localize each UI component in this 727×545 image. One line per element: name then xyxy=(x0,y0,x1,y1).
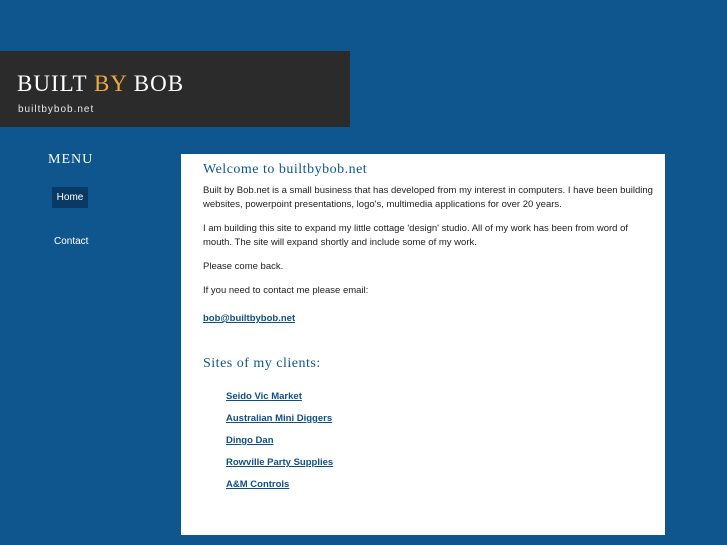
client-link-australian-mini-diggers[interactable]: Australian Mini Diggers xyxy=(226,413,333,424)
list-item xyxy=(226,408,659,430)
nav-item-home[interactable]: Home xyxy=(52,187,88,208)
list-item xyxy=(226,452,659,474)
nav-item-contact[interactable]: Contact xyxy=(54,236,89,247)
site-header xyxy=(0,51,350,127)
logo-word-built: BUILT xyxy=(17,71,88,96)
come-back-paragraph: Please come back. xyxy=(203,261,284,272)
client-link-seido-vic-market[interactable]: Seido Vic Market xyxy=(226,391,302,402)
email-line xyxy=(203,308,659,326)
menu-title: MENU xyxy=(48,152,94,167)
page-title: Welcome to builtbybob.net xyxy=(203,162,368,177)
main-content xyxy=(181,154,665,535)
client-link-am-controls[interactable]: A&M Controls xyxy=(226,479,290,490)
logo-word-bob: BOB xyxy=(133,71,185,96)
logo-word-by: BY xyxy=(93,71,128,96)
list-item xyxy=(226,386,659,408)
studio-paragraph: I am building this site to expand my little cottage 'design' studio. All of my work has been from word of mouth. The site will expand shortly and include some of my work. xyxy=(203,223,629,248)
site-tagline: builtbybob.net xyxy=(18,104,95,115)
list-item xyxy=(226,474,659,496)
intro-paragraph: Built by Bob.net is a small business that has developed from my interest in computers. I have been building websites, powerpoint presentations, logo's, multimedia applications for over 20 years. xyxy=(203,185,653,210)
clients-heading: Sites of my clients: xyxy=(203,356,321,371)
client-list xyxy=(203,386,659,496)
client-link-dingo-dan[interactable]: Dingo Dan xyxy=(226,435,274,446)
site-logo[interactable] xyxy=(17,71,184,97)
contact-paragraph: If you need to contact me please email: xyxy=(203,285,369,296)
email-link[interactable]: bob@builtbybob.net xyxy=(203,313,296,324)
list-item xyxy=(226,430,659,452)
client-link-rowville-party-supplies[interactable]: Rowville Party Supplies xyxy=(226,457,334,468)
